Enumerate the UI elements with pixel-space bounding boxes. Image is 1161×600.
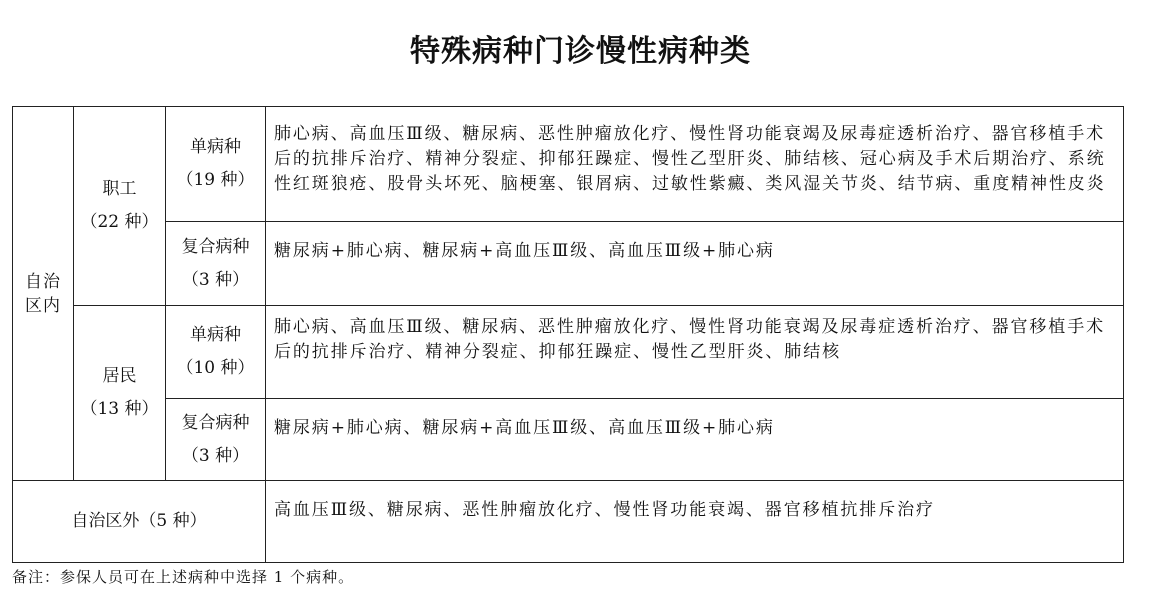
resident-label: 居民 [102,366,137,386]
employee-label: 职工 [102,179,137,199]
category-label: 复合病种 [181,412,250,433]
resident-composite-cell [166,399,266,481]
text-line: 糖尿病+肺心病、糖尿病+高血压Ⅲ级、高血压Ⅲ级+肺心病 [274,418,775,438]
text-line: 肺心病、高血压Ⅲ级、糖尿病、恶性肿瘤放化疗、慢性肾功能衰竭及尿毒症透析治疗、器官移植手术 [274,123,1105,144]
employee-count: （22 种） [80,212,159,232]
resident-single-cell [166,306,266,399]
text-line: 后的抗排斥治疗、精神分裂症、抑郁狂躁症、慢性乙型肝炎、肺结核、冠心病及手术后期治疗、系统 [274,148,1106,169]
employee-composite-cell [166,222,266,306]
employee-single-cell [166,107,266,222]
category-label: 复合病种 [181,236,250,257]
resident-single-diseases [266,306,1124,399]
text-line: 后的抗排斥治疗、精神分裂症、抑郁狂躁症、慢性乙型肝炎、肺结核 [274,342,841,362]
employee-single-diseases [266,107,1124,222]
text-line: 性红斑狼疮、股骨头坏死、脑梗塞、银屑病、过敏性紫癜、类风湿关节炎、结节病、重度精神性皮炎 [274,173,1106,194]
category-count: （10 种） [176,358,255,378]
category-count: （19 种） [176,170,255,190]
footnote: 备注：参保人员可在上述病种中选择 1 个病种。 [12,568,355,586]
resident-count: （13 种） [80,399,159,419]
resident-cell [74,306,166,481]
employee-composite-diseases [266,222,1124,306]
region-out-cell: 自治区外（5 种） [13,481,266,563]
category-label: 单病种 [190,137,241,157]
category-count: （3 种） [181,445,250,466]
text-line: 糖尿病+肺心病、糖尿病+高血压Ⅲ级、高血压Ⅲ级+肺心病 [274,241,775,261]
category-label: 单病种 [190,325,241,345]
region-in-label: 自治区内 [25,271,61,316]
region-in-cell [13,107,74,481]
category-count: （3 种） [181,269,250,290]
page-title: 特殊病种门诊慢性病种类 [410,34,751,69]
disease-table [12,106,1124,563]
employee-cell [74,107,166,306]
text-line: 高血压Ⅲ级、糖尿病、恶性肿瘤放化疗、慢性肾功能衰竭、器官移植抗排斥治疗 [274,500,935,520]
text-line: 肺心病、高血压Ⅲ级、糖尿病、恶性肿瘤放化疗、慢性肾功能衰竭及尿毒症透析治疗、器官移植手术 [274,317,1105,337]
region-out-diseases [266,481,1124,563]
resident-composite-diseases [266,399,1124,481]
